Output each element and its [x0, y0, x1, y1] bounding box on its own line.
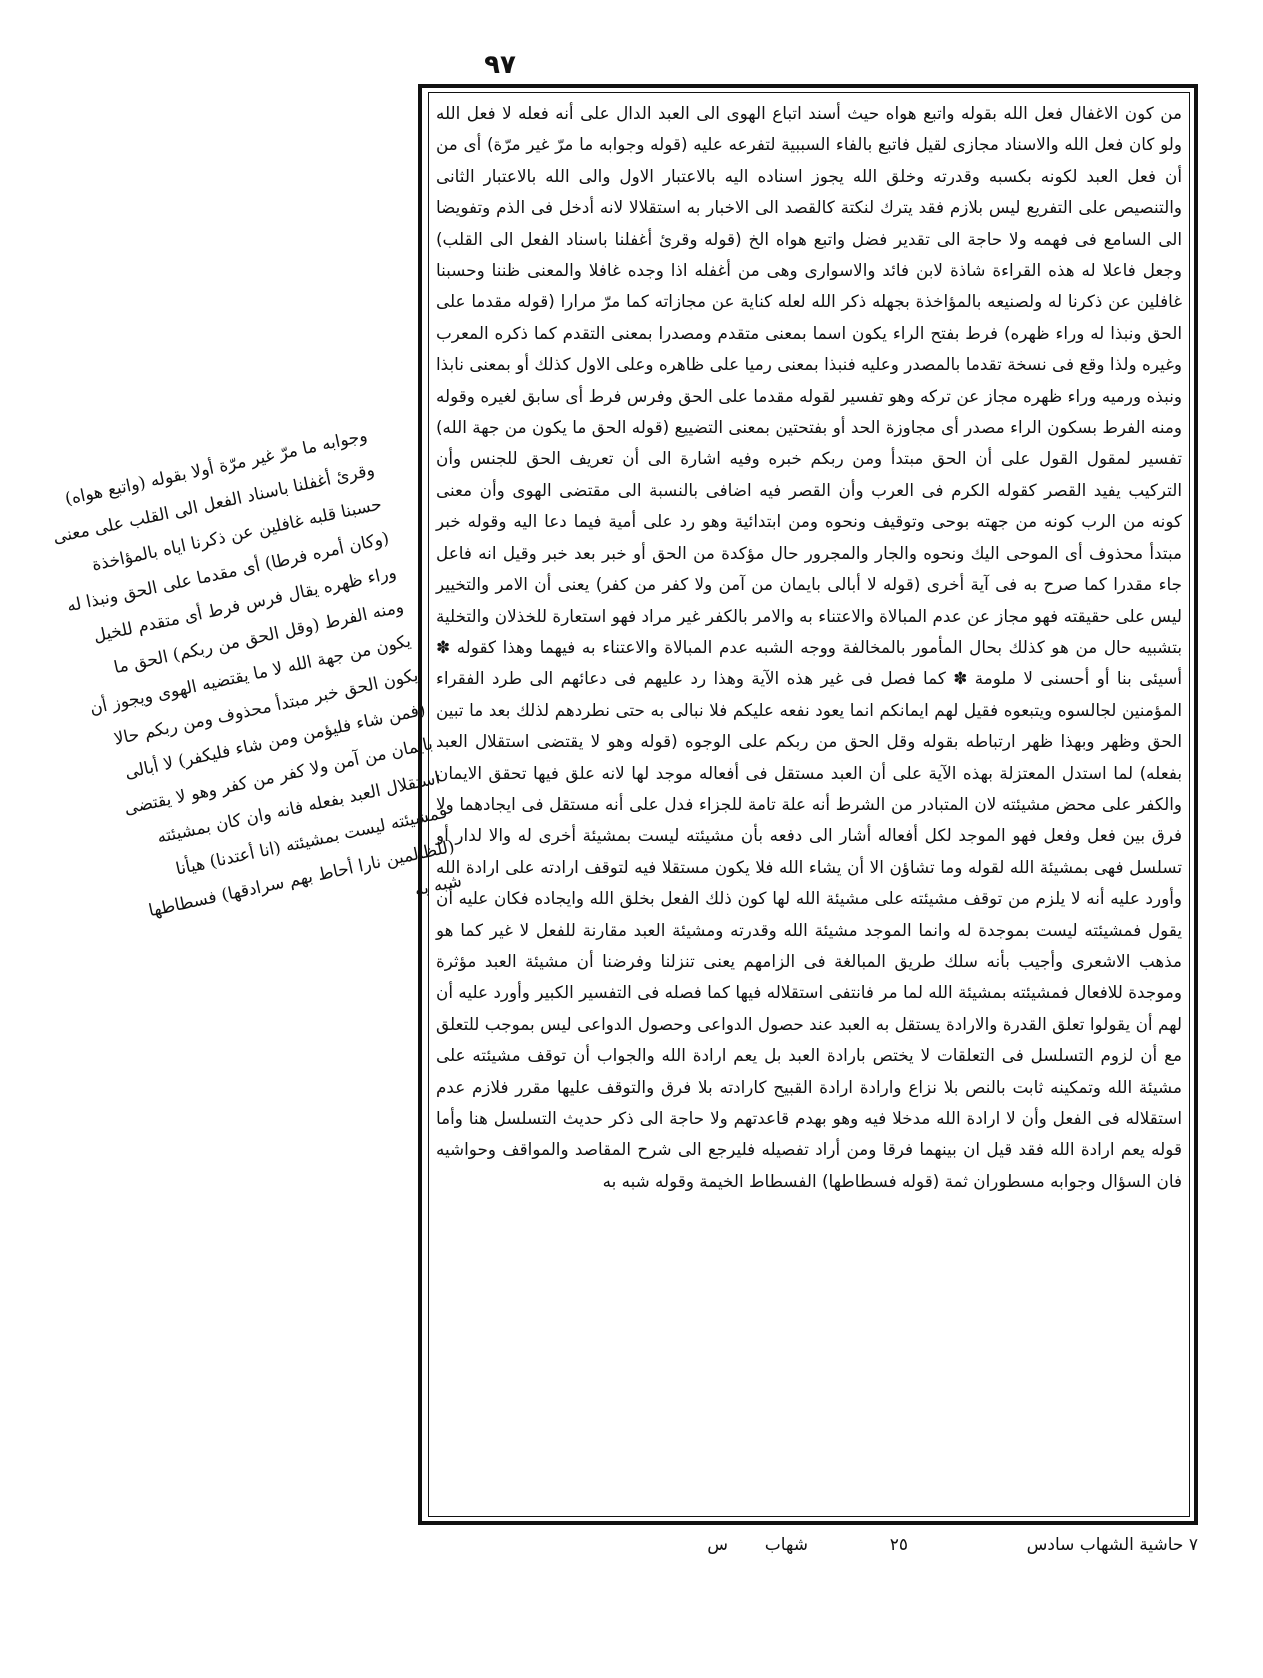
footer-signature-number: ٢٥	[889, 1535, 908, 1555]
footer-signature-word: شهاب	[764, 1535, 808, 1555]
margin-note-text: وجوابه ما مرّ غير مرّة أولا بقوله (واتبع هواه) وقرئ أغفلنا باسناد الفعل الى القلب على معنى حسبنا قلبه غافلين عن ذكرنا اياه بالمؤاخذة (وكان أمره فرطا) أى مقدما على الحق ونبذا له وراء ظهره يقال فرس فرط أى متقدم للخيل ومنه الفرط (وقل الحق من ربكم) الحق ما يكون من جهة الله لا ما يقتضيه الهوى ويجوز أن يكون الحق خبر مبتدأ محذوف ومن ربكم حالا (فمن شاء فليؤمن ومن شاء فليكفر) لا أبالى بايمان من آمن ولا كفر من كفر وهو لا يقتضى استقلال العبد بفعله فانه وان كان بمشيئته فمشيئته ليست بمشيئته (انا أعتدنا) هيأنا (للظالمين نارا أحاط بهم سرادقها) فسطاطها شبه به	[51, 425, 464, 922]
main-text-block	[436, 98, 1182, 1512]
main-paragraph: من كون الاغفال فعل الله بقوله واتبع هواه حيث أسند اتباع الهوى الى العبد الدال على أنه فعله لا فعل الله ولو كان فعل الله والاسناد مجازى لقيل فاتبع بالفاء السببية لتفرعه عليه (قوله وجوابه ما مرّ غير مرّة) أى من أن فعل العبد لكونه بكسبه وقدرته وخلق الله يجوز اسناده اليه بالاعتبار الاول والى الله بالاعتبار الثانى والتنصيص على التفريع ليس بلازم فقد يترك لنكتة كالقصد الى الاخبار به استقلالا لانه أدخل فى الذم وتفويضا الى السامع فى فهمه ولا حاجة الى تقدير فضل واتبع هواه الخ (قوله وقرئ أغفلنا باسناد الفعل الى القلب) وجعل فاعلا له هذه القراءة شاذة لابن فائد والاسوارى وهى من أغفله اذا وجده غافلا والمعنى ظننا وحسبنا غافلين عن ذكرنا له ولصنيعه بالمؤاخذة بجهله ذكر الله لعله كناية عن مجازاته كما مرّ مرارا (قوله مقدما على الحق ونبذا له وراء ظهره) فرط بفتح الراء يكون اسما بمعنى متقدم ومصدرا بمعنى التقدم كما ذكره المعرب وغيره ولذا وقع فى نسخة تقدما بالمصدر وعليه فنبذا بمعنى رميا على ظاهره وعلى الاول كذلك أو بمعنى نابذا ونبذه ورميه وراء ظهره مجاز عن تركه وهو تفسير لقوله مقدما على الحق وفرس فرط أى سابق لغيره وقوله ومنه الفرط بسكون الراء مصدر أى مجاوزة الحد أو بفتحتين بمعنى التضييع (قوله الحق ما يكون من جهة الله) تفسير لمقول القول على أن الحق مبتدأ ومن ربكم خبره وفيه اشارة الى أن تعريف الحق للجنس وأن التركيب يفيد القصر كقوله الكرم فى العرب وأن القصر فيه اضافى بالنسبة الى مقتضى الهوى وأن معنى كونه من الرب كونه من جهته بوحى وتوقيف ونحوه ومن ابتدائية وهو رد على أمية فيما دعا اليه وقوله خبر مبتدأ محذوف أى الموحى اليك ونحوه والجار والمجرور حال مؤكدة من الحق أو خبر بعد خبر وقيل انه فاعل جاء مقدرا كما صرح به فى آية أخرى (قوله لا أبالى بايمان من آمن ولا كفر من كفر) يعنى أن الامر والتخيير ليس على حقيقته فهو مجاز عن عدم المبالاة والاعتناء به والامر بالكفر غير مراد فهو استعارة للخذلان والتخلية بتشبيه حال من هو كذلك بحال المأمور بالمخالفة ووجه الشبه عدم المبالاة والاعتناء به فيهما وهذا كقوله ✽ أسيئى بنا أو أحسنى لا ملومة ✽ كما فصل فى غير هذه الآية وهذا رد عليهم فى دعائهم الى طرد الفقراء المؤمنين لجالسوه ويتبعوه فقيل لهم ايمانكم انما يعود نفعه عليكم فلا نبالى به حتى نطردهم لذلك بعد ما تبين الحق وظهر وبهذا ظهر ارتباطه بقوله وقل الحق من ربكم على الوجوه (قوله وهو لا يقتضى استقلال العبد بفعله) لما استدل المعتزلة بهذه الآية على أن العبد مستقل فى أفعاله موجد لها لانه علق فيها تحقق الايمان والكفر على محض مشيئته لان المتبادر من الشرط أنه علة تامة للجزاء فدل على أنه مستقل فى ايجادهما ولا فرق بين فعل وفعل فهو الموجد لكل أفعاله أشار الى دفعه بأن مشيئته ليست بمشيئة أخرى له والا لدار أو تسلسل فهى بمشيئة الله لقوله وما تشاؤن الا أن يشاء الله فلا يكون مستقلا فيه لتوقف ارادته على ارادة الله وأورد عليه أنه لا يلزم من توقف مشيئته على مشيئة الله لها كون ذلك الفعل بخلق الله وايجاده فكان عليه أن يقول فمشيئته ليست بموجدة له وانما الموجد مشيئة الله وقدرته ومشيئة العبد مقارنة للفعل لا غير كما هو مذهب الاشعرى وأجيب بأنه سلك طريق المبالغة فى الزامهم يعنى تنزلنا وفرضنا أن مشيئة العبد مؤثرة وموجدة للافعال فمشيئته بمشيئة الله لما مر فانتفى استقلاله فيها كما فصله فى التفسير الكبير وأورد عليه أن لهم أن يقولوا تعلق القدرة والارادة يستقل به العبد عند حصول الدواعى وحصول الدواعى ليس بموجب للتعلق مع أن لزوم التسلسل فى التعلقات لا يختص بارادة العبد بل يعم ارادة الله والجواب أن توقف مشيئته على مشيئة الله وتمكينه ثابت بالنص بلا نزاع وارادة ارادة القبيح كارادته بلا فرق والتوقف عليها مقرر فلازم عدم استقلاله فى الفعل وأن لا ارادة الله مدخلا فيه وهو بهدم قاعدتهم ولا حاجة الى ذكر حديث التسلسل هنا وأما قوله يعم ارادة الله فقد قيل ان بينهما فرقا ومن أراد تفصيله فليرجع الى شرح المقاصد والمواقف وحواشيه فان السؤال وجوابه مسطوران ثمة (قوله فسطاطها) الفسطاط الخيمة وقوله شبه به	[436, 103, 1182, 1191]
handwritten-margin-note	[51, 400, 464, 1160]
footer-signature-title: ٧ حاشية الشهاب سادس	[1026, 1535, 1198, 1555]
page-number: ٩٧	[484, 50, 516, 80]
footer-signature-mark: س	[707, 1535, 728, 1555]
page-footer	[418, 1530, 1198, 1560]
